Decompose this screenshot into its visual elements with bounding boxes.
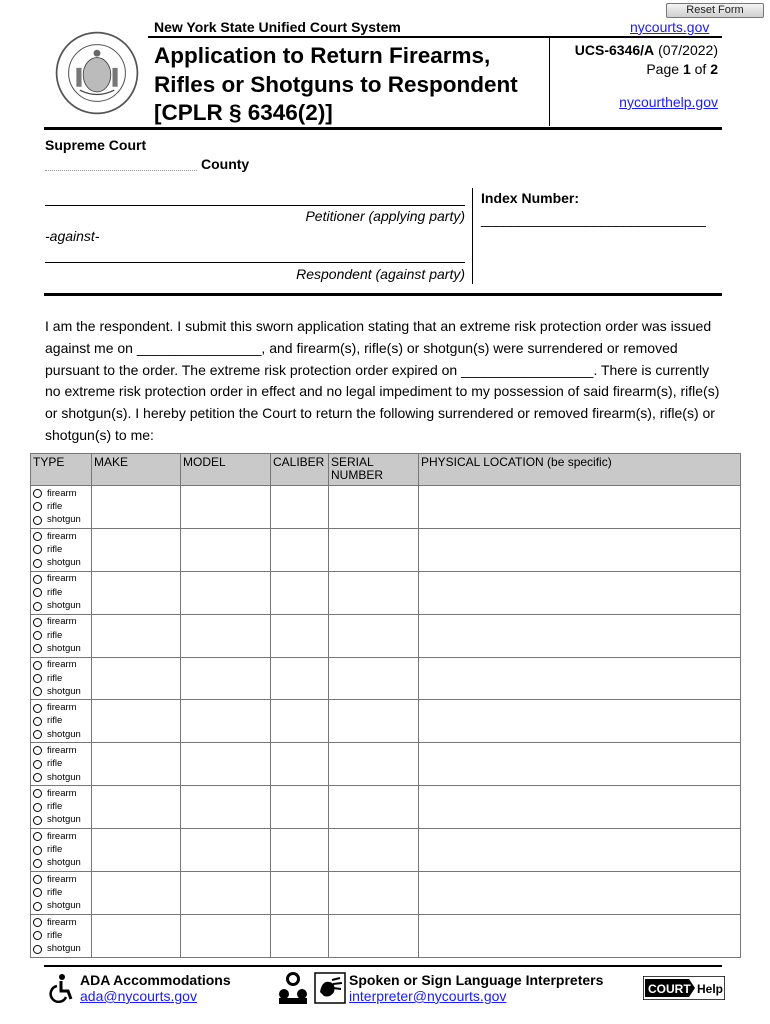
type-option-label: rifle: [47, 758, 63, 770]
type-option-rifle[interactable]: [33, 801, 89, 814]
make-input[interactable]: [92, 700, 181, 743]
interpreter-email-link[interactable]: interpreter@nycourts.gov: [349, 988, 507, 1004]
type-option-rifle[interactable]: [33, 500, 89, 513]
radio-button[interactable]: [33, 602, 42, 611]
table-row: [31, 486, 741, 529]
radio-button[interactable]: [33, 789, 42, 798]
table-row: [31, 914, 741, 957]
radio-button[interactable]: [33, 803, 42, 812]
court-system-name: New York State Unified Court System: [154, 19, 401, 35]
petitioner-label: Petitioner (applying party): [305, 208, 465, 224]
courthelp-logo-icon: [643, 976, 725, 1000]
page-indicator: [560, 61, 718, 77]
footer-rule: [44, 965, 722, 967]
type-option-shotgun[interactable]: [33, 599, 89, 612]
type-option-label: firearm: [47, 787, 77, 799]
radio-button[interactable]: [33, 760, 42, 769]
radio-button[interactable]: [33, 489, 42, 498]
table-row: [31, 571, 741, 614]
type-option-label: rifle: [47, 543, 63, 555]
type-option-firearm[interactable]: [33, 916, 89, 929]
col-physical-location: PHYSICAL LOCATION (be specific): [419, 454, 741, 486]
table-row: [31, 743, 741, 786]
ada-title: ADA Accommodations: [80, 972, 231, 988]
type-cell: [31, 786, 92, 829]
caliber-input[interactable]: [271, 528, 329, 571]
model-input[interactable]: [181, 786, 271, 829]
type-option-rifle[interactable]: [33, 929, 89, 942]
table-row: [31, 872, 741, 915]
form-title: Application to Return Firearms, Rifles or Shotguns to Respondent [CPLR § 6346(2)]: [154, 43, 518, 125]
caliber-input[interactable]: [271, 743, 329, 786]
form-id: [560, 42, 718, 58]
serial-number-input[interactable]: [329, 872, 419, 915]
header-divider: [549, 38, 550, 126]
caliber-input[interactable]: [271, 829, 329, 872]
type-option-shotgun[interactable]: [33, 900, 89, 913]
type-cell: [31, 657, 92, 700]
model-input[interactable]: [181, 743, 271, 786]
type-option-label: shotgun: [47, 814, 81, 826]
type-option-firearm[interactable]: [33, 830, 89, 843]
make-input[interactable]: [92, 657, 181, 700]
radio-button[interactable]: [33, 502, 42, 511]
model-input[interactable]: [181, 614, 271, 657]
model-input[interactable]: [181, 829, 271, 872]
make-input[interactable]: [92, 786, 181, 829]
caption-divider: [472, 188, 473, 284]
type-option-label: shotgun: [47, 557, 81, 569]
radio-button[interactable]: [33, 730, 42, 739]
serial-number-input[interactable]: [329, 700, 419, 743]
page-current: 1: [682, 61, 691, 77]
type-cell: [31, 700, 92, 743]
type-option-label: rifle: [47, 672, 63, 684]
radio-button[interactable]: [33, 704, 42, 713]
type-option-rifle[interactable]: [33, 543, 89, 556]
caliber-input[interactable]: [271, 486, 329, 529]
radio-button[interactable]: [33, 832, 42, 841]
radio-button[interactable]: [33, 644, 42, 653]
table-row: [31, 614, 741, 657]
type-option-rifle[interactable]: [33, 586, 89, 599]
serial-number-input[interactable]: [329, 786, 419, 829]
type-option-label: rifle: [47, 886, 63, 898]
page-total: 2: [710, 61, 718, 77]
radio-button[interactable]: [33, 746, 42, 755]
type-option-label: shotgun: [47, 685, 81, 697]
logo-text-court: COURT: [648, 982, 691, 996]
model-input[interactable]: [181, 872, 271, 915]
make-input[interactable]: [92, 743, 181, 786]
type-option-label: rifle: [47, 715, 63, 727]
make-input[interactable]: [92, 914, 181, 957]
col-make: MAKE: [92, 454, 181, 486]
type-cell: [31, 528, 92, 571]
make-input[interactable]: [92, 571, 181, 614]
radio-button[interactable]: [33, 902, 42, 911]
radio-button[interactable]: [33, 918, 42, 927]
model-input[interactable]: [181, 486, 271, 529]
county-input[interactable]: [45, 170, 197, 171]
type-option-label: firearm: [47, 487, 77, 499]
model-input[interactable]: [181, 528, 271, 571]
col-caliber: CALIBER: [271, 454, 329, 486]
physical-location-input[interactable]: [419, 486, 741, 529]
radio-button[interactable]: [33, 516, 42, 525]
wheelchair-icon: [46, 973, 76, 1003]
caliber-input[interactable]: [271, 914, 329, 957]
type-option-rifle[interactable]: [33, 672, 89, 685]
caliber-input[interactable]: [271, 872, 329, 915]
make-input[interactable]: [92, 614, 181, 657]
physical-location-input[interactable]: [419, 528, 741, 571]
type-option-shotgun[interactable]: [33, 857, 89, 870]
serial-number-input[interactable]: [329, 829, 419, 872]
type-option-label: firearm: [47, 573, 77, 585]
type-option-label: firearm: [47, 659, 77, 671]
sign-language-icon: [314, 972, 346, 1004]
interpreter-title: Spoken or Sign Language Interpreters: [349, 972, 604, 988]
col-type: TYPE: [31, 454, 92, 486]
caliber-input[interactable]: [271, 571, 329, 614]
radio-button[interactable]: [33, 875, 42, 884]
model-input[interactable]: [181, 700, 271, 743]
type-option-rifle[interactable]: [33, 629, 89, 642]
ada-email-link[interactable]: ada@nycourts.gov: [80, 988, 197, 1004]
index-number-input[interactable]: ______________________________: [481, 211, 706, 227]
caliber-input[interactable]: [271, 657, 329, 700]
type-option-shotgun[interactable]: [33, 814, 89, 827]
logo-text-help: Help: [697, 982, 724, 996]
type-option-label: rifle: [47, 801, 63, 813]
page-mid: of: [694, 61, 707, 77]
against-label: -against-: [45, 228, 100, 244]
radio-button[interactable]: [33, 859, 42, 868]
caliber-input[interactable]: [271, 786, 329, 829]
physical-location-input[interactable]: [419, 914, 741, 957]
physical-location-input[interactable]: [419, 872, 741, 915]
radio-button[interactable]: [33, 674, 42, 683]
header-bottom-rule: [44, 127, 722, 130]
type-option-firearm[interactable]: [33, 659, 89, 672]
type-option-label: shotgun: [47, 943, 81, 955]
table-row: [31, 829, 741, 872]
type-cell: [31, 872, 92, 915]
type-option-firearm[interactable]: [33, 530, 89, 543]
nycourthelp-link[interactable]: nycourthelp.gov: [619, 94, 718, 110]
radio-button[interactable]: [33, 931, 42, 940]
page-prefix: Page: [646, 61, 680, 77]
type-option-label: rifle: [47, 629, 63, 641]
respondent-input[interactable]: [45, 262, 465, 263]
sworn-statement: I am the respondent. I submit this sworn application stating that an extreme risk protection order was issued against me on ________________, and firearm(s), rifle(s) or shotgun(s) were surrendered or removed pursuant to the order. The extreme risk protection order expired on _________________. There is currently no extreme risk protection order in effect and no legal impediment to my possession of said firearm(s), rifle(s) or shotgun(s). I hereby petition the Court to return the following surrendered or removed firearm(s), rifle(s) or shotgun(s) to me:: [45, 318, 720, 443]
type-option-firearm[interactable]: [33, 701, 89, 714]
type-option-label: shotgun: [47, 728, 81, 740]
type-option-label: shotgun: [47, 771, 81, 783]
radio-button[interactable]: [33, 618, 42, 627]
index-number-label: Index Number:: [481, 190, 580, 206]
make-input[interactable]: [92, 486, 181, 529]
table-row: [31, 786, 741, 829]
serial-number-input[interactable]: [329, 528, 419, 571]
ny-state-seal-icon: [54, 30, 140, 116]
type-cell: [31, 914, 92, 957]
type-option-label: shotgun: [47, 514, 81, 526]
type-option-label: firearm: [47, 702, 77, 714]
physical-location-input[interactable]: [419, 571, 741, 614]
type-option-shotgun[interactable]: [33, 771, 89, 784]
type-cell: [31, 743, 92, 786]
type-option-label: shotgun: [47, 900, 81, 912]
make-input[interactable]: [92, 872, 181, 915]
type-option-shotgun[interactable]: [33, 943, 89, 956]
type-option-label: shotgun: [47, 857, 81, 869]
type-option-label: firearm: [47, 830, 77, 842]
physical-location-input[interactable]: [419, 700, 741, 743]
model-input[interactable]: [181, 571, 271, 614]
table-header-row: [31, 454, 741, 486]
caption-bottom-rule: [44, 293, 722, 296]
radio-button[interactable]: [33, 945, 42, 954]
radio-button[interactable]: [33, 588, 42, 597]
type-option-label: firearm: [47, 744, 77, 756]
serial-number-input[interactable]: [329, 571, 419, 614]
table-row: [31, 528, 741, 571]
radio-button[interactable]: [33, 816, 42, 825]
type-option-label: firearm: [47, 873, 77, 885]
court-name: Supreme Court: [45, 137, 147, 153]
col-serial-number: SERIAL NUMBER: [329, 454, 419, 486]
physical-location-input[interactable]: [419, 657, 741, 700]
serial-number-input[interactable]: [329, 743, 419, 786]
reset-form-button[interactable]: Reset Form: [666, 3, 764, 18]
type-option-label: rifle: [47, 586, 63, 598]
radio-button[interactable]: [33, 532, 42, 541]
type-option-label: shotgun: [47, 600, 81, 612]
radio-button[interactable]: [33, 773, 42, 782]
type-option-rifle[interactable]: [33, 843, 89, 856]
top-rule: [148, 36, 722, 38]
type-option-shotgun[interactable]: [33, 728, 89, 741]
serial-number-input[interactable]: [329, 486, 419, 529]
serial-number-input[interactable]: [329, 914, 419, 957]
make-input[interactable]: [92, 829, 181, 872]
caliber-input[interactable]: [271, 614, 329, 657]
spoken-interpreter-icon: [276, 970, 310, 1004]
type-option-firearm[interactable]: [33, 744, 89, 757]
type-option-label: firearm: [47, 616, 77, 628]
type-option-rifle[interactable]: [33, 715, 89, 728]
type-option-label: shotgun: [47, 642, 81, 654]
type-option-rifle[interactable]: [33, 758, 89, 771]
type-cell: [31, 829, 92, 872]
type-cell: [31, 571, 92, 614]
type-option-shotgun[interactable]: [33, 685, 89, 698]
type-option-shotgun[interactable]: [33, 642, 89, 655]
nycourts-link[interactable]: nycourts.gov: [630, 19, 710, 35]
col-model: MODEL: [181, 454, 271, 486]
type-cell: [31, 614, 92, 657]
radio-button[interactable]: [33, 661, 42, 670]
type-option-label: rifle: [47, 500, 63, 512]
radio-button[interactable]: [33, 687, 42, 696]
model-input[interactable]: [181, 914, 271, 957]
type-option-shotgun[interactable]: [33, 514, 89, 527]
physical-location-input[interactable]: [419, 829, 741, 872]
petitioner-input[interactable]: [45, 205, 465, 206]
type-option-rifle[interactable]: [33, 886, 89, 899]
type-option-label: rifle: [47, 844, 63, 856]
type-option-firearm[interactable]: [33, 487, 89, 500]
respondent-label: Respondent (against party): [296, 266, 465, 282]
radio-button[interactable]: [33, 888, 42, 897]
firearms-table: [30, 453, 741, 958]
radio-button[interactable]: [33, 545, 42, 554]
physical-location-input[interactable]: [419, 743, 741, 786]
radio-button[interactable]: [33, 717, 42, 726]
type-option-label: rifle: [47, 929, 63, 941]
table-row: [31, 657, 741, 700]
type-option-label: firearm: [47, 916, 77, 928]
type-option-firearm[interactable]: [33, 787, 89, 800]
type-option-shotgun[interactable]: [33, 556, 89, 569]
radio-button[interactable]: [33, 631, 42, 640]
physical-location-input[interactable]: [419, 614, 741, 657]
form-number: UCS-6346/A: [574, 42, 655, 58]
make-input[interactable]: [92, 528, 181, 571]
county-label: County: [201, 156, 250, 172]
type-cell: [31, 486, 92, 529]
model-input[interactable]: [181, 657, 271, 700]
caliber-input[interactable]: [271, 700, 329, 743]
physical-location-input[interactable]: [419, 786, 741, 829]
radio-button[interactable]: [33, 846, 42, 855]
table-row: [31, 700, 741, 743]
serial-number-input[interactable]: [329, 657, 419, 700]
type-option-firearm[interactable]: [33, 873, 89, 886]
serial-number-input[interactable]: [329, 614, 419, 657]
type-option-firearm[interactable]: [33, 616, 89, 629]
radio-button[interactable]: [33, 575, 42, 584]
radio-button[interactable]: [33, 559, 42, 568]
type-option-firearm[interactable]: [33, 573, 89, 586]
form-date: (07/2022): [658, 42, 718, 58]
type-option-label: firearm: [47, 530, 77, 542]
